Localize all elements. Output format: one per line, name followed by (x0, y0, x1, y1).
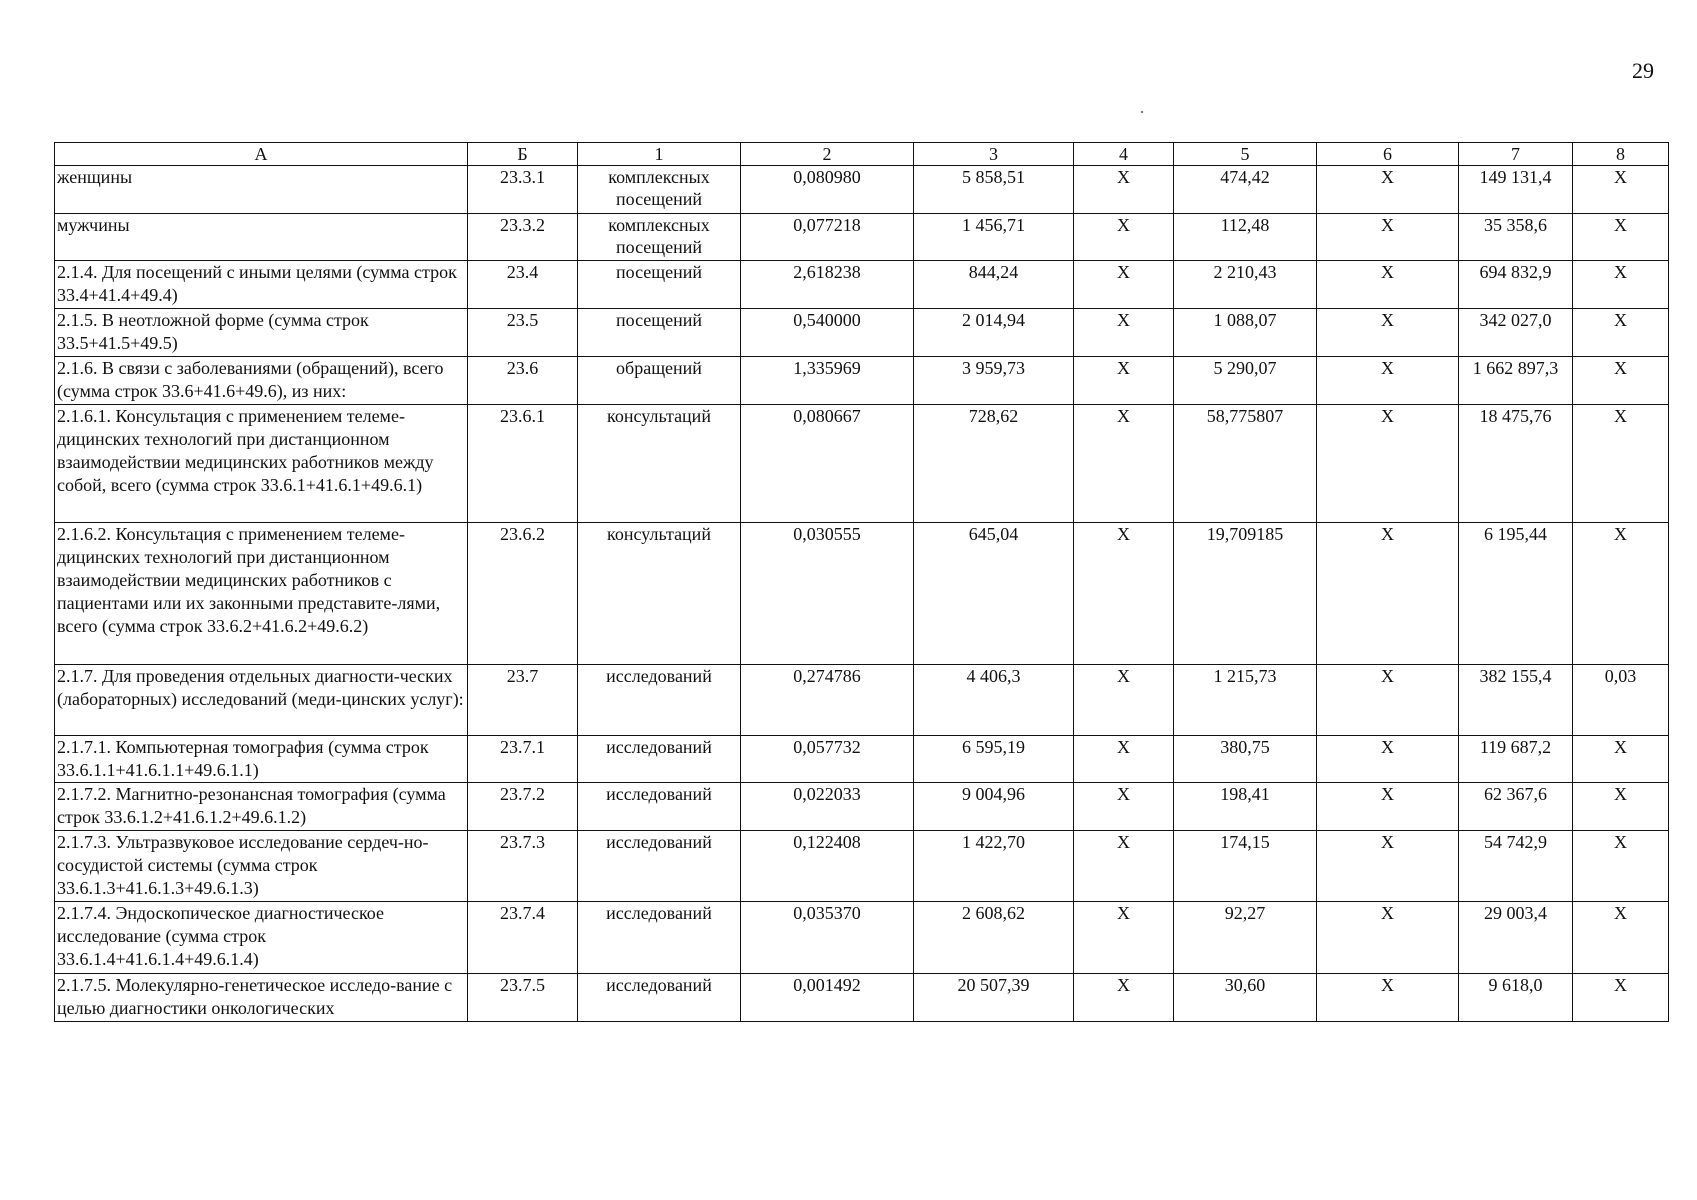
value-cell: 0,080667 (741, 405, 914, 523)
value-cell: 380,75 (1174, 736, 1317, 783)
row-unit-cell: исследований (578, 902, 741, 974)
value-cell: 2,618238 (741, 261, 914, 309)
header-cell: 2 (741, 143, 914, 166)
row-code-cell: 23.6.2 (468, 523, 578, 665)
value-cell: Х (1573, 357, 1669, 405)
value-cell: 0,077218 (741, 214, 914, 261)
value-cell: 844,24 (914, 261, 1074, 309)
value-cell: 728,62 (914, 405, 1074, 523)
row-code-cell: 23.6 (468, 357, 578, 405)
row-name-cell: 2.1.7.5. Молекулярно-генетическое исследо-вание с целью диагностики онкологических (55, 974, 468, 1022)
row-code-cell: 23.7.3 (468, 831, 578, 902)
table-row (55, 357, 1669, 405)
value-cell: 2 608,62 (914, 902, 1074, 974)
value-cell: 0,022033 (741, 783, 914, 831)
table-row (55, 261, 1669, 309)
table-row (55, 736, 1669, 783)
value-cell: Х (1074, 357, 1174, 405)
row-code-cell: 23.4 (468, 261, 578, 309)
value-cell: 2 210,43 (1174, 261, 1317, 309)
header-cell: 6 (1317, 143, 1459, 166)
value-cell: Х (1573, 902, 1669, 974)
value-cell: 62 367,6 (1459, 783, 1573, 831)
value-cell: Х (1074, 214, 1174, 261)
value-cell: 54 742,9 (1459, 831, 1573, 902)
value-cell: 174,15 (1174, 831, 1317, 902)
row-unit-cell: исследований (578, 831, 741, 902)
row-unit-cell: консультаций (578, 523, 741, 665)
value-cell: 6 195,44 (1459, 523, 1573, 665)
value-cell: 0,057732 (741, 736, 914, 783)
value-cell: 20 507,39 (914, 974, 1074, 1022)
value-cell: Х (1573, 309, 1669, 357)
value-cell: Х (1573, 405, 1669, 523)
value-cell: Х (1074, 405, 1174, 523)
value-cell: Х (1573, 974, 1669, 1022)
table-row (55, 214, 1669, 261)
value-cell: Х (1317, 357, 1459, 405)
value-cell: Х (1573, 831, 1669, 902)
value-cell: 92,27 (1174, 902, 1317, 974)
value-cell: 9 618,0 (1459, 974, 1573, 1022)
value-cell: 35 358,6 (1459, 214, 1573, 261)
scan-speck (1141, 111, 1143, 113)
value-cell: 382 155,4 (1459, 665, 1573, 736)
page-number: 29 (1632, 58, 1654, 83)
value-cell: 1 456,71 (914, 214, 1074, 261)
table-row (55, 405, 1669, 523)
value-cell: Х (1573, 783, 1669, 831)
value-cell: Х (1317, 974, 1459, 1022)
value-cell: Х (1074, 974, 1174, 1022)
value-cell: Х (1317, 214, 1459, 261)
row-name-cell: 2.1.7.4. Эндоскопическое диагностическое исследование (сумма строк 33.6.1.4+41.6.1.4+49.6.1.4) (55, 902, 468, 974)
value-cell: Х (1573, 166, 1669, 214)
header-cell: 1 (578, 143, 741, 166)
value-cell: 4 406,3 (914, 665, 1074, 736)
value-cell: 474,42 (1174, 166, 1317, 214)
row-code-cell: 23.7 (468, 665, 578, 736)
value-cell: 29 003,4 (1459, 902, 1573, 974)
value-cell: 1 662 897,3 (1459, 357, 1573, 405)
value-cell: 0,03 (1573, 665, 1669, 736)
value-cell: Х (1573, 214, 1669, 261)
value-cell: Х (1074, 783, 1174, 831)
value-cell: Х (1317, 665, 1459, 736)
table-row (55, 523, 1669, 665)
value-cell: 1 422,70 (914, 831, 1074, 902)
row-name-cell: 2.1.7. Для проведения отдельных диагности-ческих (лабораторных) исследований (меди-цинских услуг): (55, 665, 468, 736)
row-code-cell: 23.3.1 (468, 166, 578, 214)
value-cell: Х (1317, 166, 1459, 214)
value-cell: 0,122408 (741, 831, 914, 902)
table-row (55, 902, 1669, 974)
row-unit-cell: консультаций (578, 405, 741, 523)
value-cell: 5 858,51 (914, 166, 1074, 214)
row-unit-cell: исследований (578, 736, 741, 783)
row-unit-cell: исследований (578, 974, 741, 1022)
value-cell: Х (1317, 405, 1459, 523)
header-cell: 7 (1459, 143, 1573, 166)
value-cell: 0,540000 (741, 309, 914, 357)
value-cell: Х (1317, 831, 1459, 902)
value-cell: Х (1074, 665, 1174, 736)
value-cell: 18 475,76 (1459, 405, 1573, 523)
header-cell: 8 (1573, 143, 1669, 166)
row-name-cell: 2.1.6. В связи с заболеваниями (обращений), всего (сумма строк 33.6+41.6+49.6), из них: (55, 357, 468, 405)
row-unit-cell: исследований (578, 665, 741, 736)
value-cell: 1,335969 (741, 357, 914, 405)
value-cell: 0,001492 (741, 974, 914, 1022)
value-cell: 1 088,07 (1174, 309, 1317, 357)
value-cell: Х (1317, 523, 1459, 665)
row-code-cell: 23.5 (468, 309, 578, 357)
value-cell: 0,030555 (741, 523, 914, 665)
header-cell: А (55, 143, 468, 166)
value-cell: 19,709185 (1174, 523, 1317, 665)
row-name-cell: 2.1.5. В неотложной форме (сумма строк 33.5+41.5+49.5) (55, 309, 468, 357)
value-cell: Х (1317, 261, 1459, 309)
row-code-cell: 23.6.1 (468, 405, 578, 523)
value-cell: 198,41 (1174, 783, 1317, 831)
row-code-cell: 23.7.4 (468, 902, 578, 974)
value-cell: Х (1317, 783, 1459, 831)
header-cell: Б (468, 143, 578, 166)
row-name-cell: 2.1.4. Для посещений с иными целями (сумма строк 33.4+41.4+49.4) (55, 261, 468, 309)
value-cell: 2 014,94 (914, 309, 1074, 357)
row-code-cell: 23.3.2 (468, 214, 578, 261)
header-cell: 5 (1174, 143, 1317, 166)
row-unit-cell: посещений (578, 309, 741, 357)
value-cell: Х (1317, 902, 1459, 974)
value-cell: 119 687,2 (1459, 736, 1573, 783)
row-code-cell: 23.7.1 (468, 736, 578, 783)
row-name-cell: 2.1.6.1. Консультация с применением телеме-дицинских технологий при дистанционном взаимодействии медицинских работников между собой, всего (сумма строк 33.6.1+41.6.1+49.6.1) (55, 405, 468, 523)
value-cell: Х (1573, 523, 1669, 665)
row-code-cell: 23.7.5 (468, 974, 578, 1022)
value-cell: 5 290,07 (1174, 357, 1317, 405)
header-row (55, 143, 1669, 166)
row-unit-cell: посещений (578, 261, 741, 309)
value-cell: Х (1074, 831, 1174, 902)
value-cell: Х (1074, 166, 1174, 214)
row-name-cell: женщины (55, 166, 468, 214)
value-cell: 149 131,4 (1459, 166, 1573, 214)
table-row (55, 831, 1669, 902)
value-cell: 1 215,73 (1174, 665, 1317, 736)
value-cell: 0,080980 (741, 166, 914, 214)
value-cell: 58,775807 (1174, 405, 1317, 523)
value-cell: Х (1074, 523, 1174, 665)
value-cell: Х (1074, 261, 1174, 309)
data-table (54, 142, 1669, 1022)
value-cell: Х (1573, 261, 1669, 309)
value-cell: 9 004,96 (914, 783, 1074, 831)
header-cell: 3 (914, 143, 1074, 166)
row-name-cell: 2.1.7.2. Магнитно-резонансная томография (сумма строк 33.6.1.2+41.6.1.2+49.6.1.2) (55, 783, 468, 831)
value-cell: 112,48 (1174, 214, 1317, 261)
row-unit-cell: комплексных посещений (578, 214, 741, 261)
value-cell: 342 027,0 (1459, 309, 1573, 357)
value-cell: 3 959,73 (914, 357, 1074, 405)
table-row (55, 166, 1669, 214)
value-cell: Х (1074, 902, 1174, 974)
row-name-cell: мужчины (55, 214, 468, 261)
header-cell: 4 (1074, 143, 1174, 166)
table-row (55, 974, 1669, 1022)
value-cell: 30,60 (1174, 974, 1317, 1022)
row-unit-cell: исследований (578, 783, 741, 831)
table-row (55, 665, 1669, 736)
value-cell: Х (1317, 736, 1459, 783)
row-code-cell: 23.7.2 (468, 783, 578, 831)
row-name-cell: 2.1.6.2. Консультация с применением телеме-дицинских технологий при дистанционном взаимодействии медицинских работников с пациентами или их законными представите-лями, всего (сумма строк 33.6.2+41.6.2+49.6.2) (55, 523, 468, 665)
value-cell: Х (1074, 309, 1174, 357)
value-cell: Х (1573, 736, 1669, 783)
row-name-cell: 2.1.7.1. Компьютерная томография (сумма строк 33.6.1.1+41.6.1.1+49.6.1.1) (55, 736, 468, 783)
row-name-cell: 2.1.7.3. Ультразвуковое исследование сердеч-но-сосудистой системы (сумма строк 33.6.1.3+41.6.1.3+49.6.1.3) (55, 831, 468, 902)
value-cell: Х (1074, 736, 1174, 783)
row-unit-cell: комплексных посещений (578, 166, 741, 214)
value-cell: 6 595,19 (914, 736, 1074, 783)
value-cell: 645,04 (914, 523, 1074, 665)
row-unit-cell: обращений (578, 357, 741, 405)
value-cell: 694 832,9 (1459, 261, 1573, 309)
table-row (55, 783, 1669, 831)
table-row (55, 309, 1669, 357)
value-cell: 0,035370 (741, 902, 914, 974)
value-cell: 0,274786 (741, 665, 914, 736)
value-cell: Х (1317, 309, 1459, 357)
